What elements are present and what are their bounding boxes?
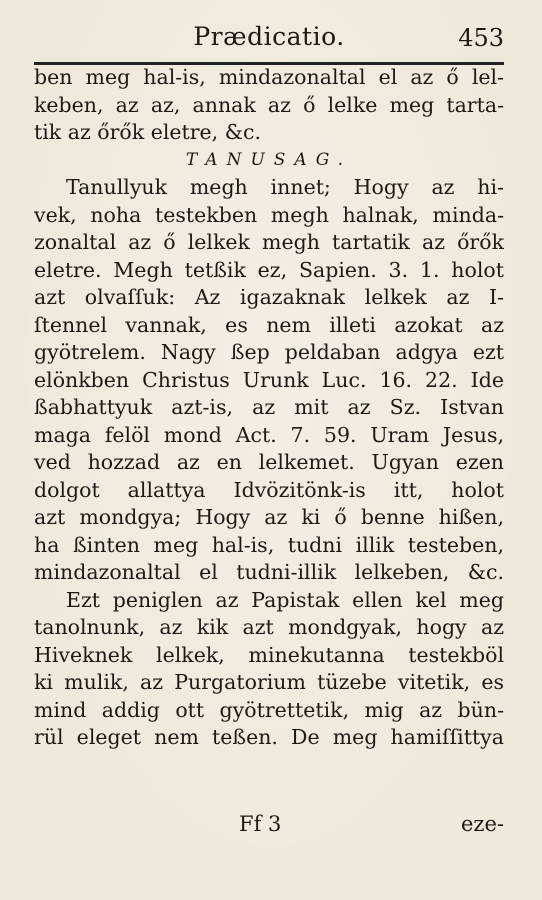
text-line: ſtennel vannak, es nem illeti azokat az bbox=[34, 312, 504, 337]
page-number: 453 bbox=[458, 24, 504, 52]
body-text bbox=[34, 64, 504, 752]
text-line: rül eleget nem teßen. De meg hamiſſittya bbox=[34, 725, 504, 749]
text-line: mind addig ott gyötrettetik, mig az bün- bbox=[34, 697, 504, 722]
text-line: ha ßinten meg hal-is, tudni illik testeben, bbox=[34, 532, 504, 557]
text-line: ßabhattyuk azt-is, az mit az Sz. Istvan bbox=[34, 395, 504, 419]
text-line: zonaltal az ő lelkek megh tartatik az őrők bbox=[34, 230, 504, 254]
running-title: Prædicatio. bbox=[193, 22, 345, 51]
text-line: ved hozzad az en lelkemet. Ugyan ezen bbox=[34, 450, 504, 474]
catchword: eze- bbox=[460, 812, 504, 836]
text-line: maga felöl mond Act. 7. 59. Uram Jesus, bbox=[34, 422, 504, 447]
signature-mark: Ff 3 bbox=[239, 812, 282, 836]
page-footer bbox=[34, 812, 504, 846]
text-line: dolgot allattya Idvözitönk-is itt, holot bbox=[34, 477, 504, 502]
text-line: mindazonaltal el tudni-illik lelkeben, &c. bbox=[34, 560, 504, 584]
text-line: Hiveknek lelkek, minekutanna testekböl bbox=[34, 642, 504, 667]
text-line: keben, az az, annak az ő lelke meg tarta- bbox=[34, 92, 504, 117]
text-line: azt mondgya; Hogy az ki ő benne hißen, bbox=[34, 505, 504, 529]
text-line: gyötrelem. Nagy ßep peldaban adgya ezt bbox=[34, 340, 504, 364]
text-line: elönkben Christus Urunk Luc. 16. 22. Ide bbox=[34, 367, 504, 392]
text-line: eletre. Megh tetßik ez, Sapien. 3. 1. holot bbox=[34, 257, 504, 282]
text-line: ki mulik, az Purgatorium tüzebe vitetik, es bbox=[34, 670, 504, 694]
text-line: vek, noha testekben megh halnak, minda- bbox=[34, 202, 504, 227]
text-line: ben meg hal-is, mindazonaltal el az ő lel- bbox=[34, 65, 504, 89]
text-line: Ezt peniglen az Papistak ellen kel meg bbox=[66, 587, 504, 612]
text-line: Tanullyuk megh innet; Hogy az hi- bbox=[66, 175, 504, 199]
text-line: tik az őrők eletre, &c. bbox=[34, 120, 261, 144]
text-line: tanolnunk, az kik azt mondgyak, hogy az bbox=[34, 615, 504, 639]
text-line: azt olvaſſuk: Az igazaknak lelkek az I- bbox=[34, 285, 504, 309]
page-header bbox=[34, 14, 504, 56]
section-heading: TANUSAG. bbox=[185, 149, 353, 170]
